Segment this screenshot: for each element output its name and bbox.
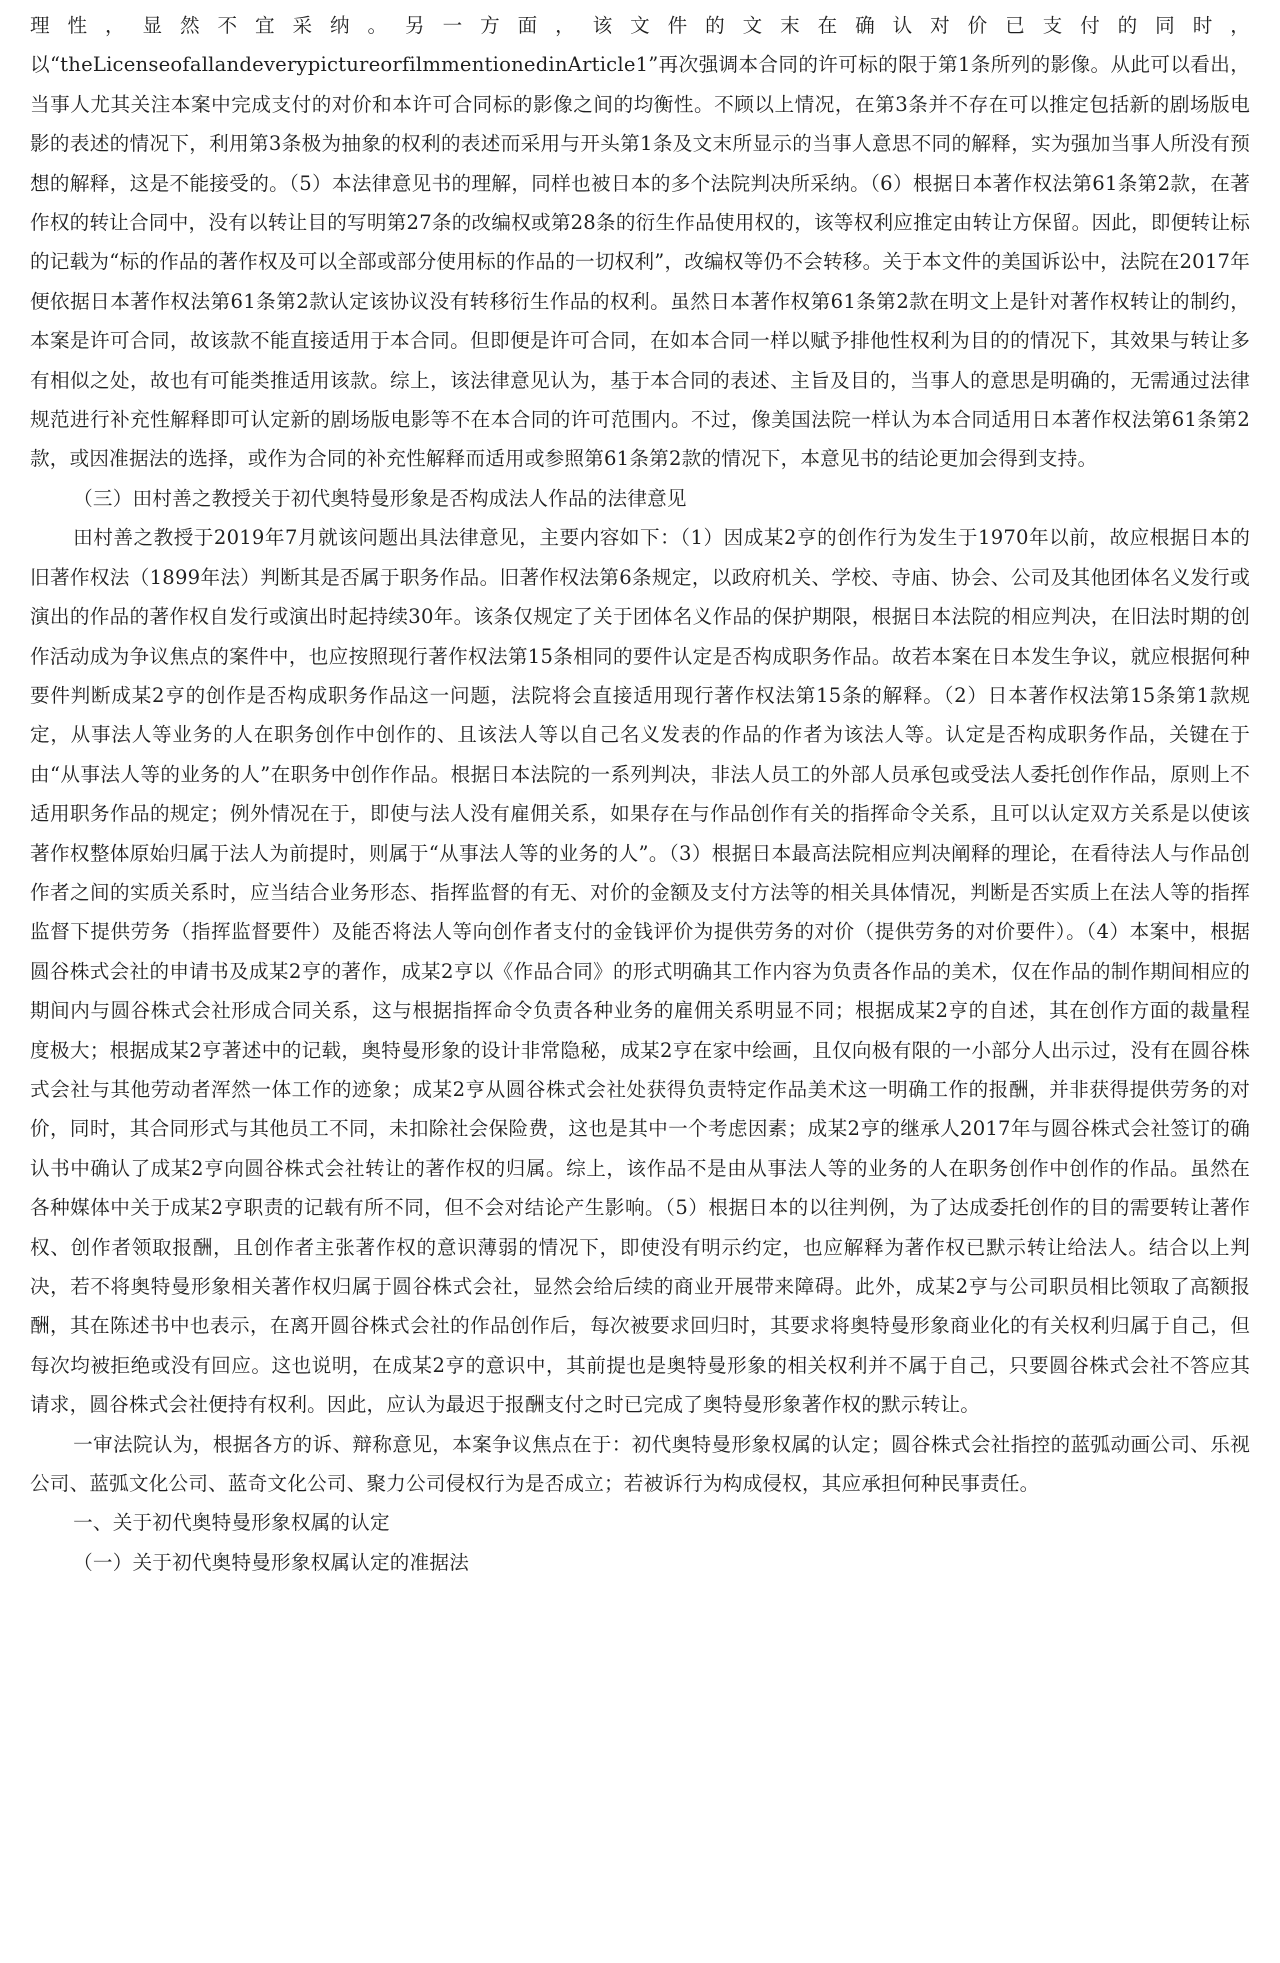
body-paragraph-tamura-opinion: 田村善之教授于2019年7月就该问题出具法律意见，主要内容如下：（1）因成某2亨的创作行为发生于1970年以前，故应根据日本的旧著作权法（1899年法）判断其是否属于职务作品。旧著作权法第6条规定，以政府机关、学校、寺庙、协会、公司及其他团体名义发行或演出的作品的著作权自发行或演出时起持续30年。该条仅规定了关于团体名义作品的保护期限，根据日本法院的相应判决，在旧法时期的创作活动成为争议焦点的案件中，也应按照现行著作权法第15条相同的要件认定是否构成职务作品。故若本案在日本发生争议，就应根据何种要件判断成某2亨的创作是否构成职务作品这一问题，法院将会直接适用现行著作权法第15条的解释。（2）日本著作权法第15条第1款规定，从事法人等业务的人在职务创作中创作的、且该法人等以自己名义发表的作品的作者为该法人等。认定是否构成职务作品，关键在于由“从事法人等的业务的人”在职务中创作作品。根据日本法院的一系列判决，非法人员工的外部人员承包或受法人委托创作作品，原则上不适用职务作品的规定；例外情况在于，即使与法人没有雇佣关系，如果存在与作品创作有关的指挥命令关系，且可以认定双方关系是以使该著作权整体原始归属于法人为前提时，则属于“从事法人等的业务的人”。（3）根据日本最高法院相应判决阐释的理论，在看待法人与作品创作者之间的实质关系时，应当结合业务形态、指挥监督的有无、对价的金额及支付方法等的相关具体情况，判断是否实质上在法人等的指挥监督下提供劳务（指挥监督要件）及能否将法人等向创作者支付的金钱评价为提供劳务的对价（提供劳务的对价要件）。（4）本案中，根据圆谷株式会社的申请书及成某2亨的著作，成某2亨以《作品合同》的形式明确其工作内容为负责各作品的美术，仅在作品的制作期间相应的期间内与圆谷株式会社形成合同关系，这与根据指挥命令负责各种业务的雇佣关系明显不同；根据成某2亨的自述，其在创作方面的裁量程度极大；根据成某2亨著述中的记载，奥特曼形象的设计非常隐秘，成某2亨在家中绘画，且仅向极有限的一小部分人出示过，没有在圆谷株式会社与其他劳动者浑然一体工作的迹象；成某2亨从圆谷株式会社处获得负责特定作品美术这一明确工作的报酬，并非获得提供劳务的对价，同时，其合同形式与其他员工不同，未扣除社会保险费，这也是其中一个考虑因素；成某2亨的继承人2017年与圆谷株式会社签订的确认书中确认了成某2亨向圆谷株式会社转让的著作权的归属。综上，该作品不是由从事法人等的业务的人在职务创作中创作的作品。虽然在各种媒体中关于成某2亨职责的记载有所不同，但不会对结论产生影响。（5）根据日本的以往判例，为了达成委托创作的目的需要转让著作权、创作者领取报酬，且创作者主张著作权的意识薄弱的情况下，即使没有明示约定，也应解释为著作权已默示转让给法人。结合以上判决，若不将奥特曼形象相关著作权归属于圆谷株式会社，显然会给后续的商业开展带来障碍。此外，成某2亨与公司职员相比领取了高额报酬，其在陈述书中也表示，在离开圆谷株式会社的作品创作后，每次被要求回归时，其要求将奥特曼形象商业化的有关权利归属于自己，但每次均被拒绝或没有回应。这也说明，在成某2亨的意识中，其前提也是奥特曼形象的相关权利并不属于自己，只要圆谷株式会社不答应其请求，圆谷株式会社便持有权利。因此，应认为最迟于报酬支付之时已完成了奥特曼形象著作权的默示转让。: [30, 526, 1250, 1417]
body-paragraph-court-view: 一审法院认为，根据各方的诉、辩称意见，本案争议焦点在于：初代奥特曼形象权属的认定；圆谷株式会社指控的蓝弧动画公司、乐视公司、蓝弧文化公司、蓝奇文化公司、聚力公司侵权行为是否成立；若被诉行为构成侵权，其应承担何种民事责任。: [30, 1432, 1250, 1496]
subsection-heading-applicable-law: （一）关于初代奥特曼形象权属认定的准据法: [73, 1550, 469, 1574]
body-paragraph-continued: 理性，显然不宜采纳。另一方面，该文件的文末在确认对价已支付的同时，以“theLicenseofallandeverypictureorfilmmentionedinArticle1”再次强调本合同的许可标的限于第1条所列的影像。从此可以看出，当事人尤其关注本案中完成支付的对价和本许可合同标的影像之间的均衡性。不顾以上情况，在第3条并不存在可以推定包括新的剧场版电影的表述的情况下，利用第3条极为抽象的权利的表述而采用与开头第1条及文末所显示的当事人意思不同的解释，实为强加当事人所没有预想的解释，这是不能接受的。（5）本法律意见书的理解，同样也被日本的多个法院判决所采纳。（6）根据日本著作权法第61条第2款，在著作权的转让合同中，没有以转让目的写明第27条的改编权或第28条的衍生作品使用权的，该等权利应推定由转让方保留。因此，即便转让标的记载为“标的作品的著作权及可以全部或部分使用标的作品的一切权利”，改编权等仍不会转移。关于本文件的美国诉讼中，法院在2017年便依据日本著作权法第61条第2款认定该协议没有转移衍生作品的权利。虽然日本著作权第61条第2款在明文上是针对著作权转让的制约，本案是许可合同，故该款不能直接适用于本合同。但即便是许可合同，在如本合同一样以赋予排他性权利为目的的情况下，其效果与转让多有相似之处，故也有可能类推适用该款。综上，该法律意见认为，基于本合同的表述、主旨及目的，当事人的意思是明确的，无需通过法律规范进行补充性解释即可认定新的剧场版电影等不在本合同的许可范围内。不过，像美国法院一样认为本合同适用日本著作权法第61条第2款，或因准据法的选择，或作为合同的补充性解释而适用或参照第61条第2款的情况下，本意见书的结论更加会得到支持。: [30, 14, 1250, 471]
section-heading-ownership: 一、关于初代奥特曼形象权属的认定: [73, 1511, 390, 1535]
section-heading-tamura-opinion: （三）田村善之教授关于初代奥特曼形象是否构成法人作品的法律意见: [73, 486, 687, 510]
